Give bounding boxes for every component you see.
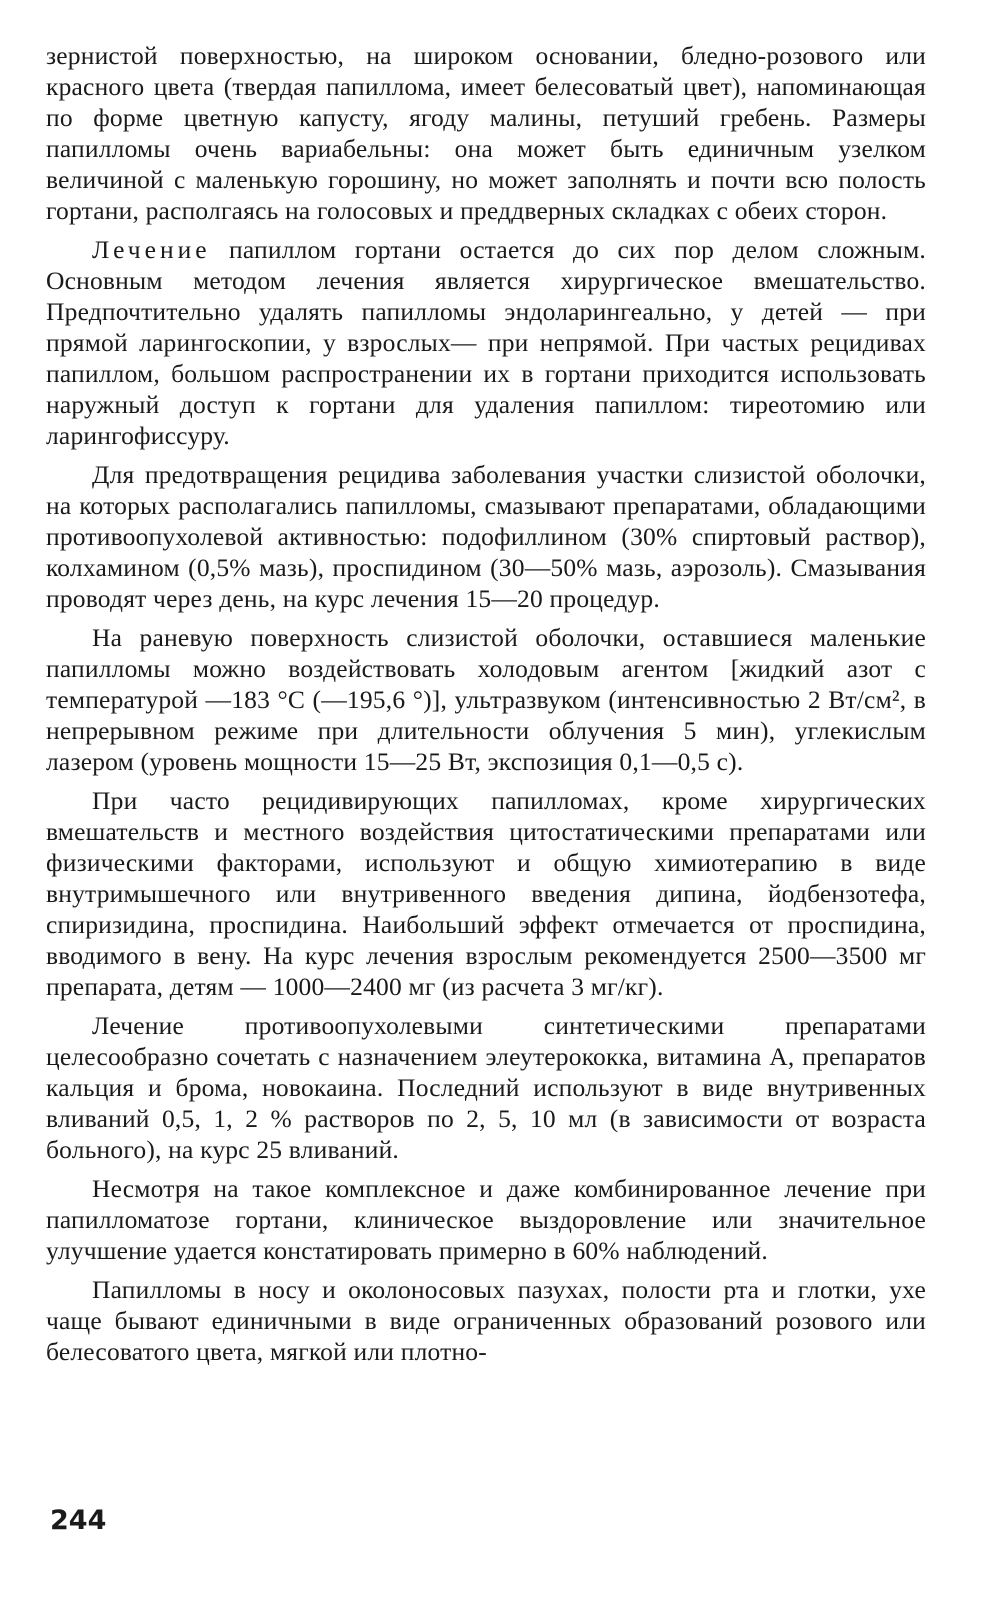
paragraph-outcome: Несмотря на такое комплексное и даже комбинированное лечение при папилломатозе гортани, клиническое выздоровление или значительное улучшение удается констатировать примерно в 60% наблюдений. — [46, 1174, 926, 1265]
page-body — [46, 40, 926, 1375]
paragraph-combined-therapy: Лечение противоопухолевыми синтетическими препаратами целесообразно сочетать с назначением элеутерококка, витамина А, препаратов кальция и брома, новокаина. Последний используют в виде внутривенных вливаний 0,5, 1, 2 % растворов по 2, 5, 10 мл (в зависимости от возраста больного), на курс 25 вливаний. — [46, 1011, 926, 1164]
paragraph-treatment-text: папиллом гортани остается до сих пор делом сложным. Основным методом лечения является хирургическое вмешательство. Предпочтительно удалять папилломы эндоларингеально, у детей — при прямой ларингоскопии, у взрослых— при непрямой. При частых рецидивах папиллом, большом распространении их в гортани приходится использовать наружный доступ к гортани для удаления папиллом: тиреотомию или ларингофиссуру. — [46, 235, 926, 450]
paragraph-nose-papillomas: Папилломы в носу и околоносовых пазухах, полости рта и глотки, ухе чаще бывают единичными в виде ограниченных образований розового или белесоватого цвета, мягкой или плотно- — [46, 1275, 926, 1366]
paragraph-papilloma-description: зернистой поверхностью, на широком основании, бледно-розового или красного цвета (твердая папиллома, имеет белесоватый цвет), напоминающая по форме цветную капусту, ягоду малины, петуший гребень. Размеры папилломы очень вариабельны: она может быть единичным узелком величиной с маленькую горошину, но может заполнять и почти всю полость гортани, располгаясь на голосовых и преддверных складках с обеих сторон. — [46, 41, 926, 225]
paragraph-physical-agents: На раневую поверхность слизистой оболочки, оставшиеся маленькие папилломы можно воздействовать холодовым агентом [жидкий азот с температурой —183 °С (—195,6 °)], ультразвуком (интенсивностью 2 Вт/см², в непрерывном режиме при длительности облучения 5 мин), углекислым лазером (уровень мощности 15—25 Вт, экспозиция 0,1—0,5 с). — [46, 623, 926, 776]
page-number: 244 — [50, 1505, 107, 1536]
paragraph-treatment — [46, 234, 926, 451]
treatment-lead-word: Лечение — [92, 235, 211, 264]
paragraph-chemotherapy: При часто рецидивирующих папилломах, кроме хирургических вмешательств и местного воздействия цитостатическими препаратами или физическими факторами, используют и общую химиотерапию в виде внутримышечного или внутривенного введения дипина, йодбензотефа, спиризидина, проспидина. Наибольший эффект отмечается от проспидина, вводимого в вену. На курс лечения взрослым рекомендуется 2500—3500 мг препарата, детям — 1000—2400 мг (из расчета 3 мг/кг). — [46, 786, 926, 1001]
paragraph-relapse-prevention: Для предотвращения рецидива заболевания участки слизистой оболочки, на которых располагались папилломы, смазывают препаратами, обладающими противоопухолевой активностью: подофиллином (30% спиртовый раствор), колхамином (0,5% мазь), проспидином (30—50% мазь, аэрозоль). Смазывания проводят через день, на курс лечения 15—20 процедур. — [46, 460, 926, 613]
